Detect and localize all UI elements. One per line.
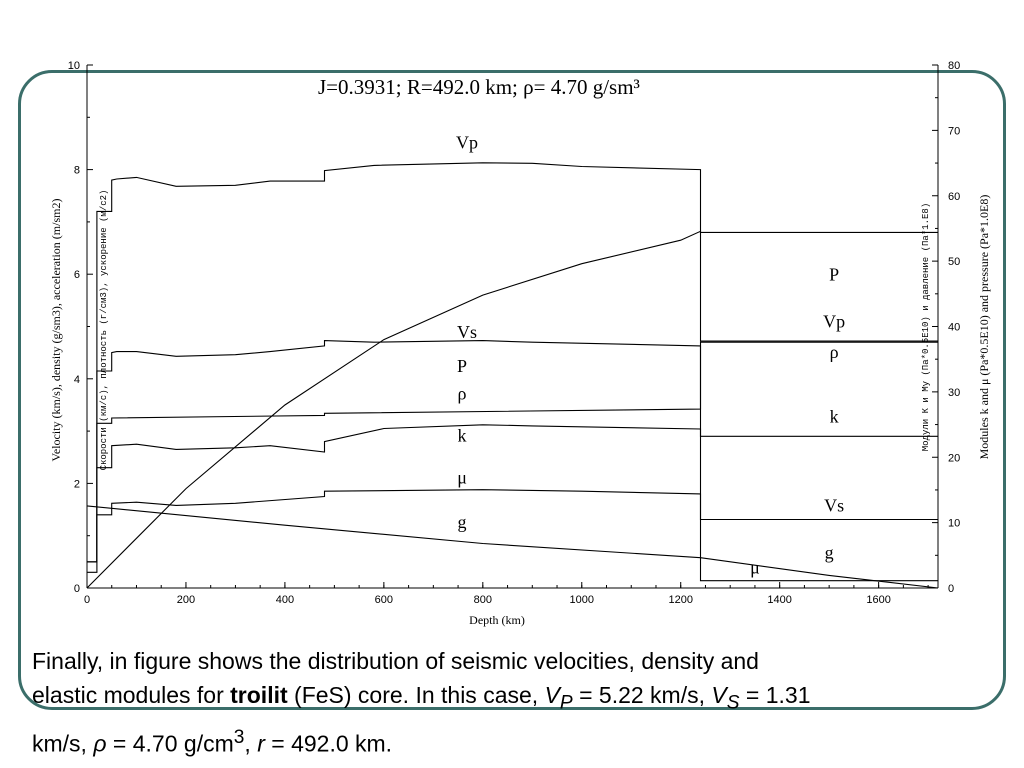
series-label: ρ (829, 341, 839, 362)
y-left-tick-label: 6 (73, 269, 80, 282)
y-left-tick-label: 2 (73, 478, 80, 491)
y-right-tick-label: 50 (948, 256, 961, 269)
y-axis-title-left: Velocity (km/s), density (g/sm3), acceleration (m/sm2) (49, 198, 63, 462)
rho-exponent: 3 (233, 726, 245, 748)
x-tick-label: 0 (83, 594, 91, 606)
series-line-μ (87, 490, 938, 581)
vs-symbol: V (711, 682, 727, 708)
series-line-ρ (87, 342, 938, 562)
vp-symbol: V (544, 682, 560, 708)
x-tick-label: 1400 (767, 594, 792, 606)
y-left-tick-label: 0 (73, 583, 80, 595)
caption-line-1: Finally, in figure shows the distribution of seismic velocities, density and (32, 648, 759, 674)
x-tick-label: 600 (374, 594, 394, 606)
series-label: k (457, 425, 467, 446)
series-label: μ (750, 557, 760, 578)
y-right-tick-label: 20 (948, 452, 961, 465)
y-axis-title-right: Modules k and μ (Pa*0.5E10) and pressure (Pa*1.0E8) (977, 194, 991, 460)
x-tick-label: 400 (275, 594, 295, 606)
vs-value: = 1.31 (739, 682, 811, 708)
slide-caption (32, 644, 994, 760)
x-tick-label: 1200 (668, 594, 693, 606)
y-right-tick-label: 60 (948, 190, 961, 203)
series-label: P (829, 264, 840, 285)
y-right-tick-label: 80 (948, 60, 961, 72)
x-tick-label: 200 (176, 594, 196, 606)
caption-troilit: troilit (230, 682, 288, 708)
series-label: g (824, 542, 834, 563)
y-axis-title-left-ru: Скорости (км/с), плотность (г/см3), ускорение (м/с2) (99, 189, 109, 471)
r-value: = 492.0 km. (264, 730, 393, 757)
y-right-tick-label: 0 (948, 583, 955, 595)
x-axis-title: Depth (km) (469, 613, 525, 627)
series-line-g (87, 506, 938, 588)
y-right-tick-label: 10 (948, 517, 961, 530)
series-label: Vs (824, 495, 845, 516)
caption-text: elastic modules for (32, 682, 231, 708)
y-axis-title-right-ru: Модули К и Му (Па*0.5E10) и давление (Па*1.E8) (921, 202, 931, 452)
y-right-tick-label: 30 (948, 386, 961, 399)
series-line-k (87, 425, 938, 562)
chart-header-params: J=0.3931; R=492.0 km; ρ= 4.70 g/sm³ (318, 75, 640, 99)
r-symbol: r (257, 730, 265, 757)
rho-symbol: ρ (93, 730, 107, 757)
series-label: Vp (823, 311, 846, 332)
series-label: k (829, 406, 839, 427)
caption-text: , (244, 730, 258, 757)
caption-text: (FeS) core. In this case, (287, 682, 545, 708)
caption-line-2 (32, 678, 994, 721)
series-label: Vp (455, 132, 478, 153)
series-line-vp (87, 163, 938, 573)
chart-labels (456, 133, 845, 578)
y-left-tick-label: 4 (73, 373, 80, 386)
vp-subscript: P (559, 692, 573, 714)
chart-axes (68, 60, 961, 606)
y-right-tick-label: 40 (948, 321, 961, 334)
x-tick-label: 1600 (866, 594, 891, 606)
y-right-tick-label: 70 (948, 125, 961, 138)
series-label: P (457, 356, 468, 377)
caption-line-3 (32, 721, 994, 761)
series-line-vs (87, 341, 938, 562)
series-label: g (457, 511, 467, 532)
rho-value: = 4.70 g/cm (106, 730, 234, 757)
y-left-tick-label: 10 (67, 60, 80, 72)
series-label: μ (457, 467, 467, 488)
series-label: ρ (457, 383, 467, 404)
series-label: Vs (456, 322, 477, 343)
x-tick-label: 1000 (569, 594, 595, 606)
chart-series (87, 163, 938, 588)
caption-text: km/s, (32, 730, 94, 757)
series-line-p (87, 231, 938, 588)
vp-value: = 5.22 km/s, (572, 682, 712, 708)
vs-subscript: S (726, 692, 740, 714)
x-tick-label: 800 (473, 594, 492, 606)
y-left-tick-label: 8 (73, 164, 80, 177)
